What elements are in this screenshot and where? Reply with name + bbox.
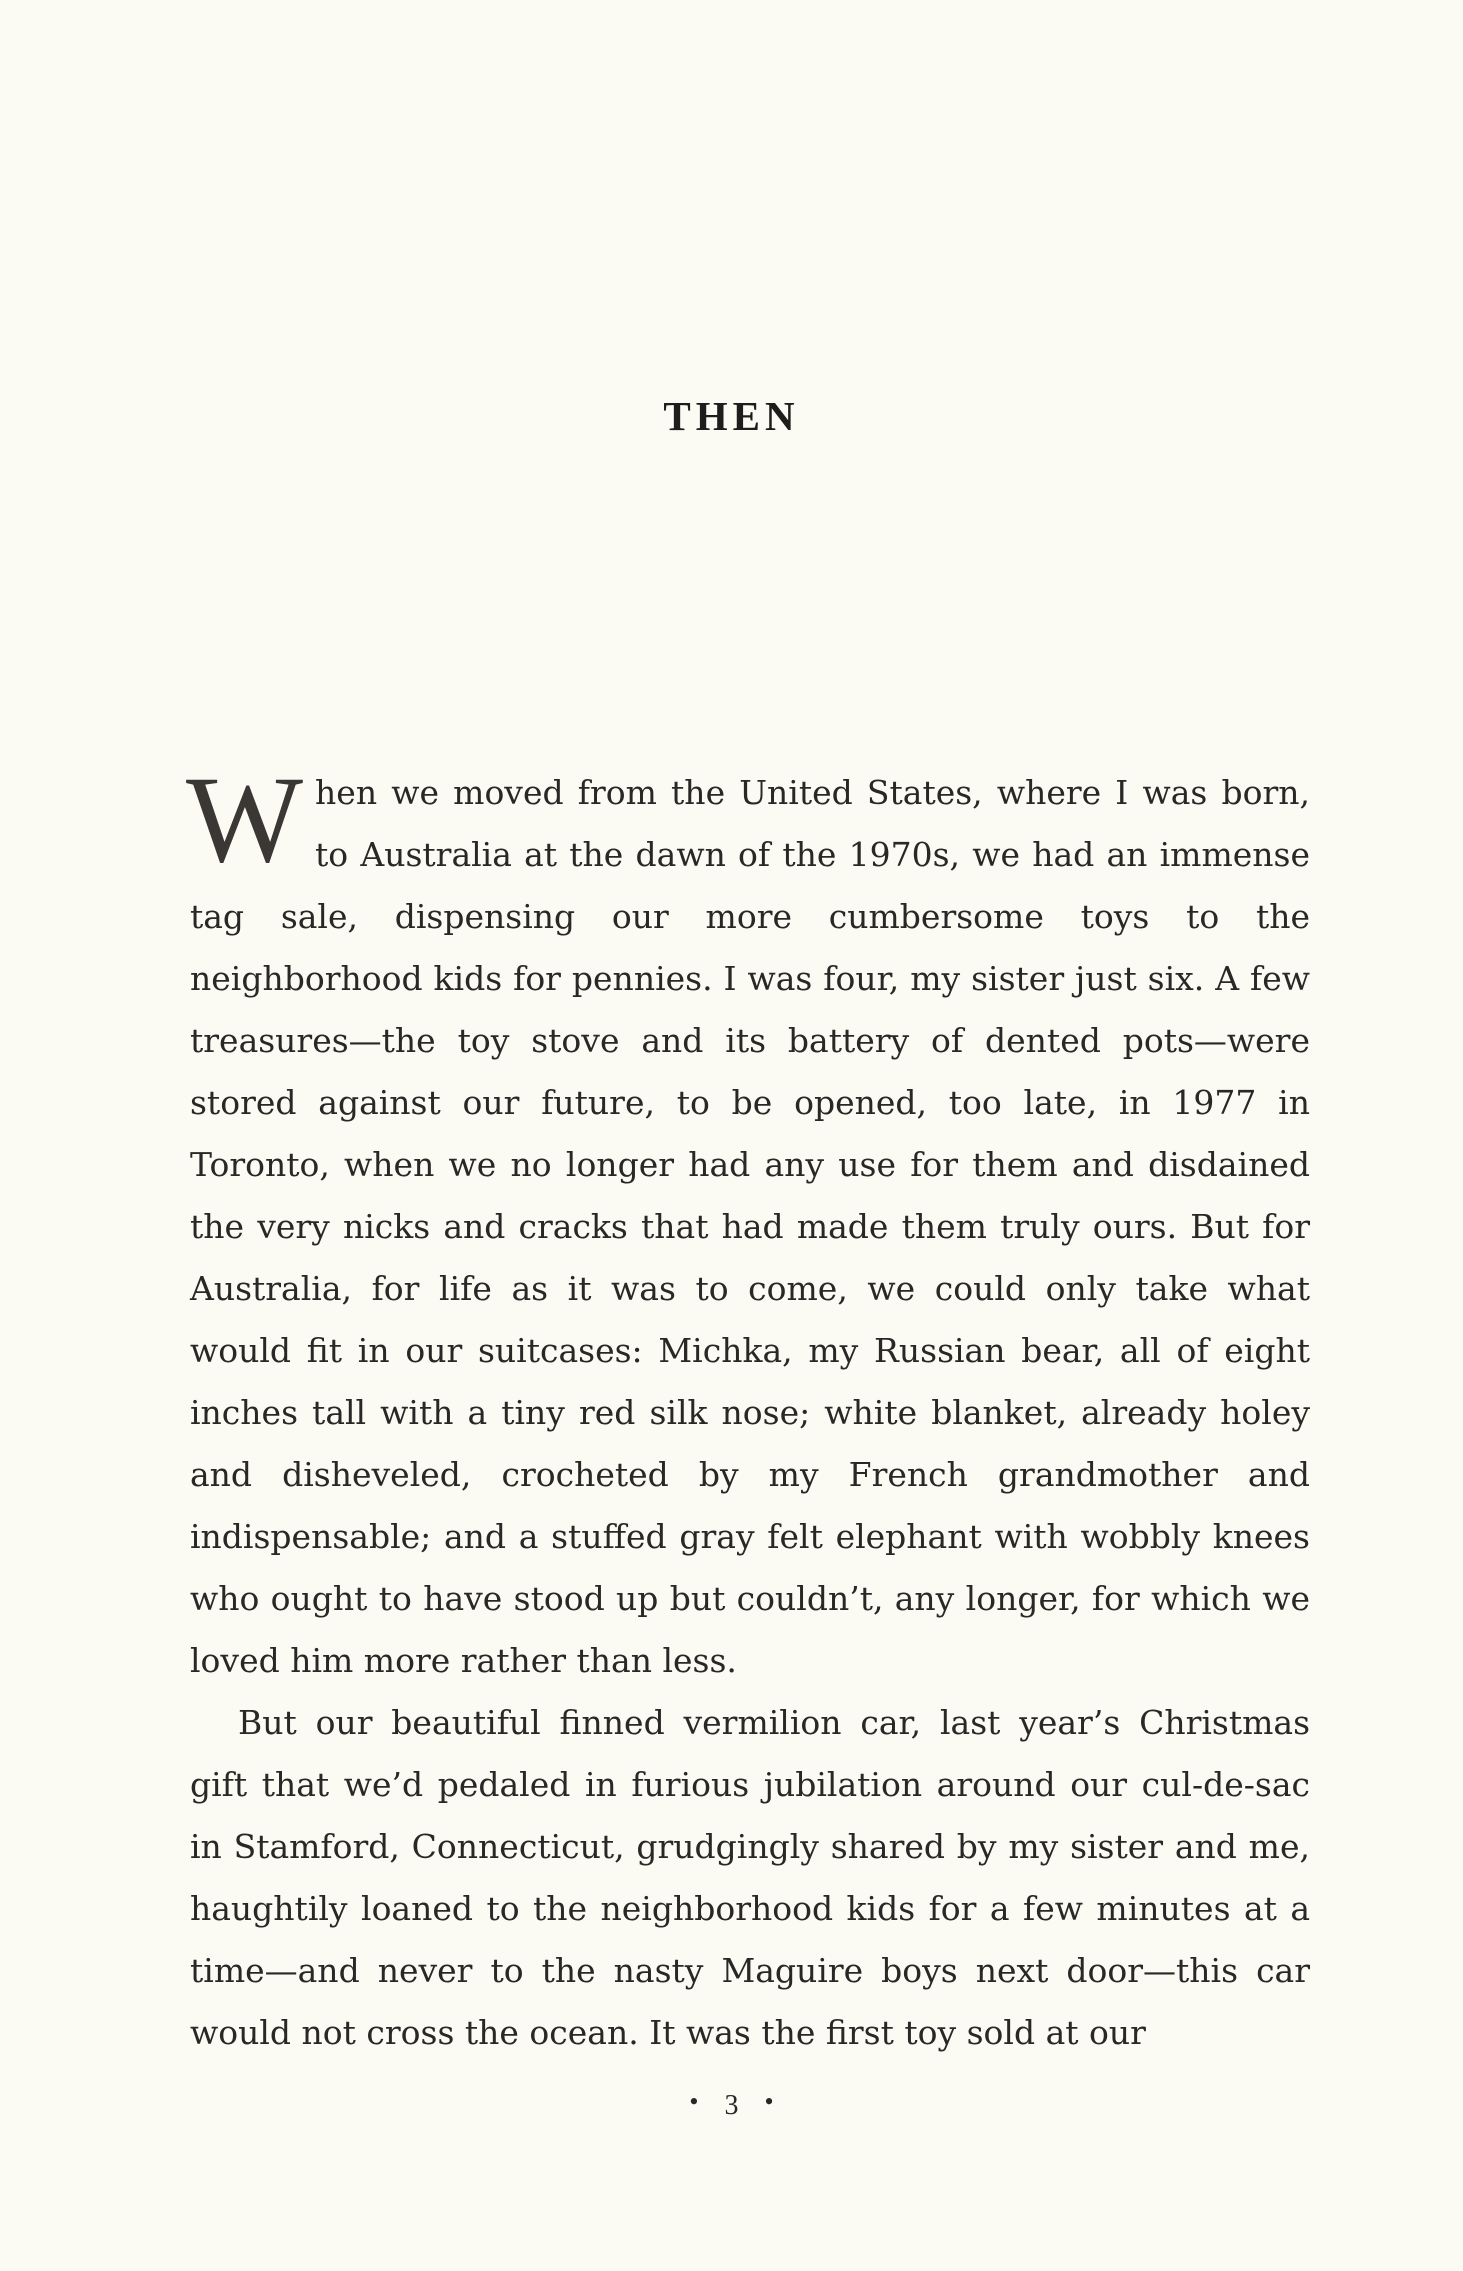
body-text <box>186 751 1310 2064</box>
folio-ornament-left: • <box>689 2087 699 2116</box>
paragraph: But our beautiful finned vermilion car, last year’s Christmas gift that we’d pedaled in furious jubilation around our cul-de-sac in Stamford, Connecticut, grudgingly shared by my sister and me, haughtily loaned to the neighborhood kids for a few minutes at a time—and never to the nasty Maguire boys next door—this car would not cross the ocean. It was the first toy sold at our <box>190 1703 1310 2052</box>
paragraph <box>186 751 1310 1692</box>
page-folio <box>0 2087 1463 2122</box>
chapter-title: THEN <box>663 393 800 439</box>
page-number: 3 <box>724 2090 739 2121</box>
folio-ornament-right: • <box>764 2087 774 2116</box>
drop-cap: W <box>186 751 304 888</box>
paragraph-text: hen we moved from the United States, where I was born, to Australia at the dawn of the 1970s, we had an immense tag sale, dispensing our more cumbersome toys to the neighborhood kids for pennies. I was four, my sister just six. A few treasures—the toy stove and its battery of dented pots—were stored against our future, to be opened, too late, in 1977 in Toronto, when we no longer had any use for them and disdained the very nicks and cracks that had made them truly ours. But for Australia, for life as it was to come, we could only take what would fit in our suitcases: Michka, my Russian bear, all of eight inches tall with a tiny red silk nose; white blanket, already holey and disheveled, crocheted by my French grandmother and indispensable; and a stuffed gray felt elephant with wobbly knees who ought to have stood up but couldn’t, any longer, for which we loved him more rather than less. <box>190 773 1310 1680</box>
